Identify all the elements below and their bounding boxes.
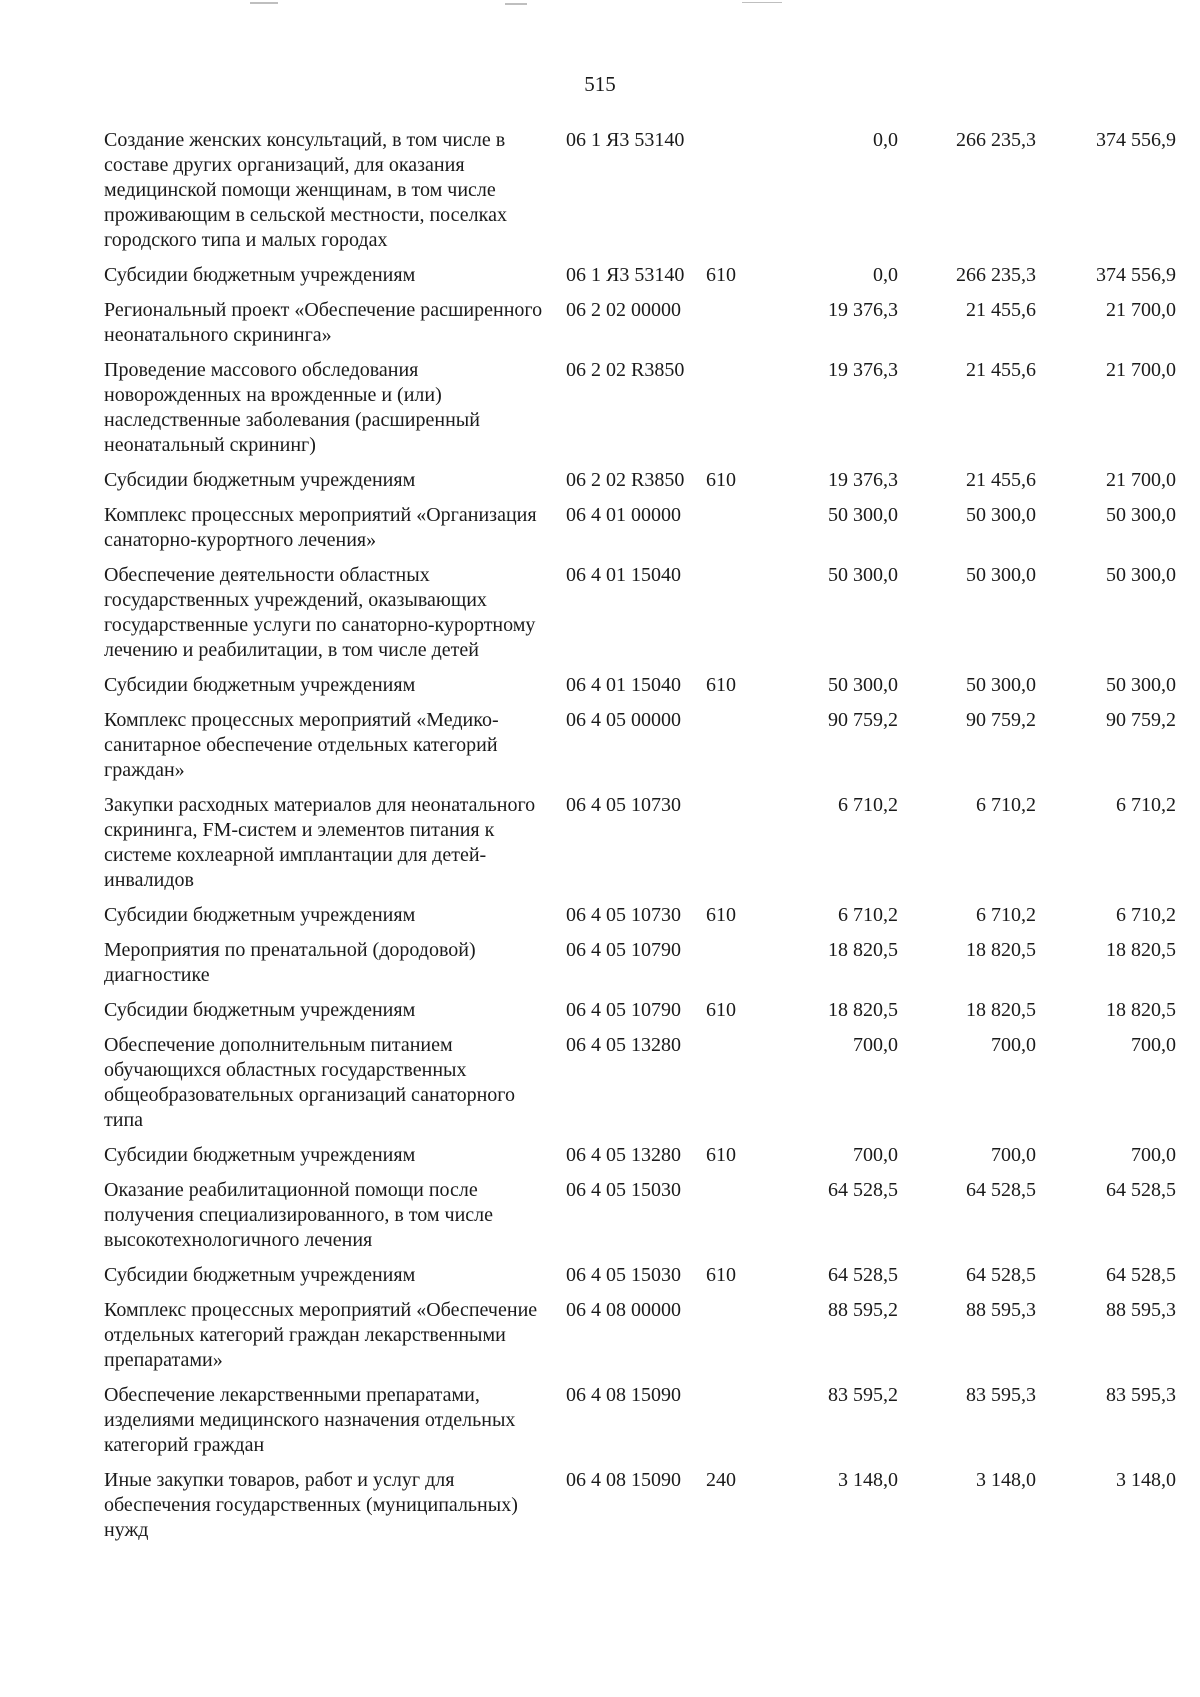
row-name: Комплекс процессных мероприятий «Медико-санитарное обеспечение отдельных категорий граждан»	[104, 709, 499, 781]
table-row	[104, 298, 1176, 358]
amount-year-1: 88 595,2	[828, 1299, 898, 1321]
target-article-code: 06 2 02 00000	[566, 299, 681, 321]
amount-year-3: 88 595,3	[1106, 1299, 1176, 1321]
target-article-code: 06 4 01 15040	[566, 674, 681, 696]
table-row	[104, 1178, 1176, 1263]
table-row	[104, 938, 1176, 998]
amount-year-2: 21 455,6	[966, 469, 1036, 491]
target-article-code: 06 4 08 15090	[566, 1384, 681, 1406]
expense-type-code	[706, 563, 778, 673]
expense-type-code	[706, 938, 778, 998]
target-article-code: 06 4 01 15040	[566, 564, 681, 586]
amount-year-1: 83 595,2	[828, 1384, 898, 1406]
row-name: Комплекс процессных мероприятий «Обеспечение отдельных категорий граждан лекарственными препаратами»	[104, 1299, 538, 1371]
expense-type-code	[706, 1298, 778, 1383]
table-row	[104, 358, 1176, 468]
target-article-code: 06 4 08 15090	[566, 1469, 681, 1491]
row-name: Создание женских консультаций, в том числе в составе других организаций, для оказания медицинской помощи женщинам, в том числе проживающим в сельской местности, поселках городского типа и малых городах	[104, 129, 507, 251]
amount-year-2: 266 235,3	[956, 264, 1036, 286]
amount-year-1: 700,0	[853, 1144, 898, 1166]
expense-type-code: 610	[706, 1144, 736, 1166]
amount-year-3: 64 528,5	[1106, 1179, 1176, 1201]
row-name: Иные закупки товаров, работ и услуг для обеспечения государственных (муниципальных) нужд	[104, 1469, 518, 1541]
amount-year-2: 90 759,2	[966, 709, 1036, 731]
table-row	[104, 998, 1176, 1033]
row-name: Закупки расходных материалов для неонатального скрининга, FM-систем и элементов питания к системе кохлеарной имплантации для детей-инвалидов	[104, 794, 536, 891]
amount-year-1: 64 528,5	[828, 1264, 898, 1286]
amount-year-2: 18 820,5	[966, 999, 1036, 1021]
amount-year-2: 18 820,5	[966, 939, 1036, 961]
table-row	[104, 503, 1176, 563]
amount-year-3: 50 300,0	[1106, 564, 1176, 586]
table-row	[104, 1143, 1176, 1178]
row-name: Субсидии бюджетным учреждениям	[104, 264, 416, 286]
row-name: Обеспечение дополнительным питанием обучающихся областных государственных общеобразовательных организаций санаторного типа	[104, 1034, 516, 1131]
budget-table	[104, 128, 1176, 1553]
scan-artifact	[505, 3, 527, 5]
amount-year-3: 64 528,5	[1106, 1264, 1176, 1286]
row-name: Оказание реабилитационной помощи после получения специализированного, в том числе высокотехнологичного лечения	[104, 1179, 494, 1251]
amount-year-3: 83 595,3	[1106, 1384, 1176, 1406]
expense-type-code	[706, 128, 778, 263]
amount-year-2: 700,0	[991, 1034, 1036, 1056]
amount-year-2: 64 528,5	[966, 1264, 1036, 1286]
amount-year-3: 374 556,9	[1096, 129, 1176, 151]
row-name: Субсидии бюджетным учреждениям	[104, 674, 416, 696]
expense-type-code	[706, 1033, 778, 1143]
row-name: Региональный проект «Обеспечение расширенного неонатального скрининга»	[104, 299, 543, 346]
target-article-code: 06 4 05 13280	[566, 1034, 681, 1056]
target-article-code: 06 4 05 15030	[566, 1179, 681, 1201]
target-article-code: 06 1 Я3 53140	[566, 264, 685, 286]
target-article-code: 06 2 02 R3850	[566, 359, 685, 381]
table-row	[104, 1298, 1176, 1383]
amount-year-3: 374 556,9	[1096, 264, 1176, 286]
table-row	[104, 903, 1176, 938]
target-article-code: 06 4 05 10730	[566, 904, 681, 926]
table-row	[104, 1263, 1176, 1298]
amount-year-1: 3 148,0	[838, 1469, 898, 1491]
amount-year-2: 6 710,2	[976, 794, 1036, 816]
row-name: Проведение массового обследования новорожденных на врожденные и (или) наследственные заболевания (расширенный неонатальный скрининг)	[104, 359, 480, 456]
scan-artifact	[250, 2, 278, 4]
expense-type-code: 610	[706, 674, 736, 696]
amount-year-3: 700,0	[1131, 1034, 1176, 1056]
amount-year-1: 50 300,0	[828, 564, 898, 586]
amount-year-1: 50 300,0	[828, 674, 898, 696]
table-row	[104, 263, 1176, 298]
target-article-code: 06 4 05 15030	[566, 1264, 681, 1286]
amount-year-3: 90 759,2	[1106, 709, 1176, 731]
scan-artifact	[742, 2, 782, 3]
row-name: Субсидии бюджетным учреждениям	[104, 1264, 416, 1286]
table-row	[104, 793, 1176, 903]
table-row	[104, 673, 1176, 708]
row-name: Субсидии бюджетным учреждениям	[104, 469, 416, 491]
amount-year-2: 6 710,2	[976, 904, 1036, 926]
target-article-code: 06 4 05 00000	[566, 709, 681, 731]
amount-year-1: 6 710,2	[838, 794, 898, 816]
amount-year-1: 18 820,5	[828, 999, 898, 1021]
amount-year-2: 83 595,3	[966, 1384, 1036, 1406]
expense-type-code: 610	[706, 999, 736, 1021]
target-article-code: 06 4 05 13280	[566, 1144, 681, 1166]
row-name: Обеспечение лекарственными препаратами, изделиями медицинского назначения отдельных категорий граждан	[104, 1384, 516, 1456]
expense-type-code	[706, 298, 778, 358]
amount-year-2: 21 455,6	[966, 359, 1036, 381]
target-article-code: 06 4 05 10790	[566, 999, 681, 1021]
amount-year-1: 18 820,5	[828, 939, 898, 961]
amount-year-3: 3 148,0	[1116, 1469, 1176, 1491]
amount-year-1: 19 376,3	[828, 469, 898, 491]
target-article-code: 06 2 02 R3850	[566, 469, 685, 491]
amount-year-2: 50 300,0	[966, 674, 1036, 696]
amount-year-3: 21 700,0	[1106, 469, 1176, 491]
target-article-code: 06 4 05 10730	[566, 794, 681, 816]
row-name: Субсидии бюджетным учреждениям	[104, 1144, 416, 1166]
expense-type-code: 610	[706, 904, 736, 926]
expense-type-code: 610	[706, 264, 736, 286]
expense-type-code: 610	[706, 469, 736, 491]
amount-year-3: 700,0	[1131, 1144, 1176, 1166]
row-name: Мероприятия по пренатальной (дородовой) диагностике	[104, 939, 476, 986]
row-name: Обеспечение деятельности областных государственных учреждений, оказывающих государственные услуги по санаторно-курортному лечению и реабилитации, в том числе детей	[104, 564, 536, 661]
amount-year-1: 0,0	[873, 264, 898, 286]
target-article-code: 06 4 01 00000	[566, 504, 681, 526]
table-row	[104, 1033, 1176, 1143]
amount-year-2: 50 300,0	[966, 564, 1036, 586]
expense-type-code	[706, 708, 778, 793]
amount-year-3: 18 820,5	[1106, 939, 1176, 961]
page-number: 515	[584, 72, 616, 96]
amount-year-2: 266 235,3	[956, 129, 1036, 151]
expense-type-code	[706, 503, 778, 563]
target-article-code: 06 4 08 00000	[566, 1299, 681, 1321]
target-article-code: 06 4 05 10790	[566, 939, 681, 961]
amount-year-2: 50 300,0	[966, 504, 1036, 526]
amount-year-2: 3 148,0	[976, 1469, 1036, 1491]
amount-year-3: 21 700,0	[1106, 299, 1176, 321]
amount-year-2: 64 528,5	[966, 1179, 1036, 1201]
amount-year-1: 19 376,3	[828, 359, 898, 381]
target-article-code: 06 1 Я3 53140	[566, 129, 685, 151]
amount-year-2: 21 455,6	[966, 299, 1036, 321]
amount-year-1: 0,0	[873, 129, 898, 151]
amount-year-3: 18 820,5	[1106, 999, 1176, 1021]
table-row	[104, 708, 1176, 793]
amount-year-1: 700,0	[853, 1034, 898, 1056]
amount-year-1: 64 528,5	[828, 1179, 898, 1201]
amount-year-3: 6 710,2	[1116, 904, 1176, 926]
amount-year-1: 50 300,0	[828, 504, 898, 526]
expense-type-code	[706, 1178, 778, 1263]
expense-type-code	[706, 793, 778, 903]
table-row	[104, 1468, 1176, 1553]
table-row	[104, 128, 1176, 263]
amount-year-1: 6 710,2	[838, 904, 898, 926]
amount-year-3: 6 710,2	[1116, 794, 1176, 816]
amount-year-3: 21 700,0	[1106, 359, 1176, 381]
table-row	[104, 1383, 1176, 1468]
amount-year-2: 700,0	[991, 1144, 1036, 1166]
row-name: Субсидии бюджетным учреждениям	[104, 904, 416, 926]
expense-type-code	[706, 358, 778, 468]
table-row	[104, 468, 1176, 503]
expense-type-code: 240	[706, 1469, 736, 1491]
row-name: Субсидии бюджетным учреждениям	[104, 999, 416, 1021]
amount-year-3: 50 300,0	[1106, 674, 1176, 696]
table-row	[104, 563, 1176, 673]
expense-type-code	[706, 1383, 778, 1468]
amount-year-1: 19 376,3	[828, 299, 898, 321]
expense-type-code: 610	[706, 1264, 736, 1286]
budget-table-body	[104, 128, 1176, 1553]
amount-year-1: 90 759,2	[828, 709, 898, 731]
row-name: Комплекс процессных мероприятий «Организация санаторно-курортного лечения»	[104, 504, 537, 551]
amount-year-2: 88 595,3	[966, 1299, 1036, 1321]
amount-year-3: 50 300,0	[1106, 504, 1176, 526]
